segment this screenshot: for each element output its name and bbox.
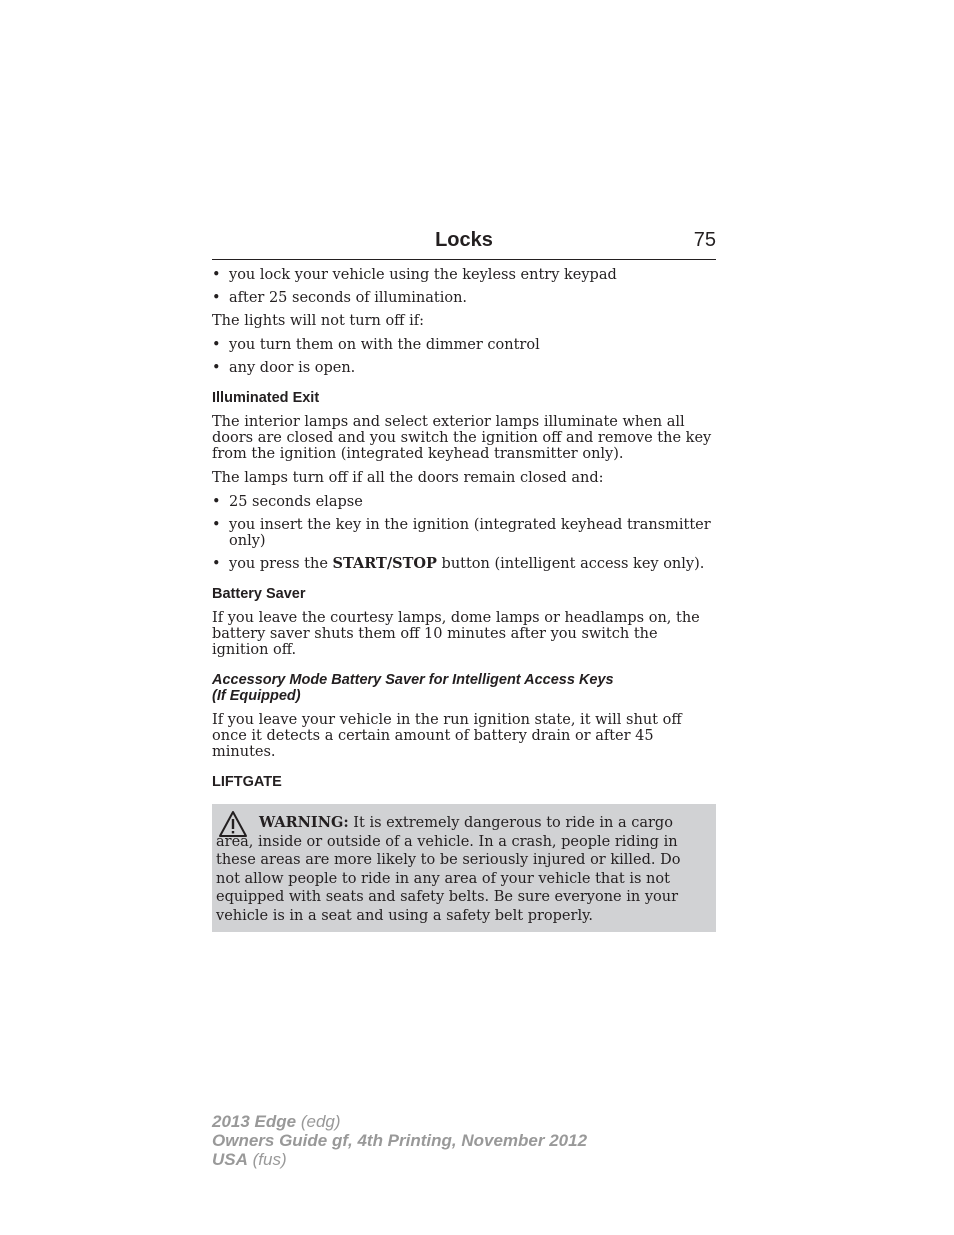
heading-line: Accessory Mode Battery Saver for Intelligent Access Keys <box>212 672 614 688</box>
list-item: • 25 seconds elapse <box>212 494 716 510</box>
page-content <box>212 267 716 932</box>
footer-line <box>212 1112 587 1131</box>
list-item: • you insert the key in the ignition (integrated keyhead transmitter only) <box>212 517 716 549</box>
footer-market: USA <box>212 1150 248 1169</box>
heading-line: (If Equipped) <box>212 688 301 704</box>
paragraph: If you leave the courtesy lamps, dome lamps or headlamps on, the battery saver shuts them off 10 minutes after you switch the ignition off. <box>212 610 700 658</box>
footer-line <box>212 1131 587 1150</box>
footer-edition: Owners Guide gf, 4th Printing, November 2012 <box>212 1131 588 1150</box>
heading-liftgate: LIFTGATE <box>212 774 282 790</box>
text-span: button (intelligent access key only). <box>436 556 705 572</box>
footer-code: (fus) <box>247 1150 287 1169</box>
paragraph: The lights will not turn off if: <box>212 313 424 329</box>
paragraph: The interior lamps and select exterior lamps illuminate when all doors are closed and you switch the ignition off and remove the key from the ignition (integrated keyhead transmitter only). <box>212 414 712 462</box>
paragraph: The lamps turn off if all the doors remain closed and: <box>212 470 604 486</box>
footer-line <box>212 1150 587 1169</box>
warning-triangle-icon <box>218 810 248 838</box>
heading-illuminated-exit: Illuminated Exit <box>212 390 320 406</box>
list-item: • after 25 seconds of illumination. <box>212 290 716 306</box>
page-footer <box>212 1112 587 1169</box>
footer-model: 2013 Edge <box>212 1112 297 1131</box>
section-title: Locks <box>435 229 493 251</box>
list-item <box>212 556 716 572</box>
heading-accessory-mode <box>212 672 716 704</box>
page-header <box>212 229 716 260</box>
list-item: • any door is open. <box>212 360 716 376</box>
warning-box <box>212 804 716 932</box>
list-item: • you turn them on with the dimmer control <box>212 337 716 353</box>
list-item: • you lock your vehicle using the keyless entry keypad <box>212 267 716 283</box>
warning-body: It is extremely dangerous to ride in a cargo area, inside or outside of a vehicle. In a crash, people riding in these areas are more likely to be seriously injured or killed. Do not allow people to ride in any area of your vehicle that is not equipped with seats and safety belts. Be sure everyone in your vehicle is in a seat and using a safety belt properly. <box>216 815 681 924</box>
footer-code: (edg) <box>296 1112 341 1131</box>
page-number: 75 <box>693 229 716 251</box>
heading-battery-saver: Battery Saver <box>212 586 306 602</box>
bold-term: START/STOP <box>332 555 437 572</box>
text-span: you press the <box>229 556 333 572</box>
warning-text <box>216 814 708 926</box>
paragraph: If you leave your vehicle in the run ignition state, it will shut off once it detects a certain amount of battery drain or after 45 minutes. <box>212 712 682 760</box>
warning-label: WARNING: <box>259 814 349 831</box>
